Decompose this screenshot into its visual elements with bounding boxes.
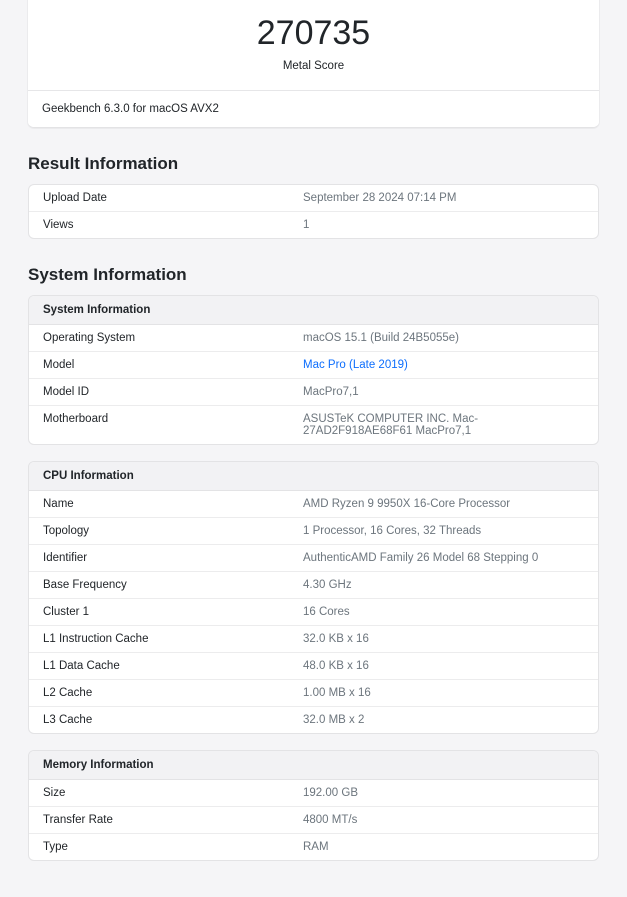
row-value: 4.30 GHz: [303, 579, 352, 592]
row-value: 1 Processor, 16 Cores, 32 Threads: [303, 525, 482, 538]
row-value: [289, 352, 598, 379]
row-key: L1 Instruction Cache: [43, 633, 149, 646]
panel-header: System Information: [29, 296, 598, 325]
row-key: Transfer Rate: [43, 814, 113, 827]
table-row: [29, 834, 598, 861]
row-key: Views: [43, 219, 74, 232]
row-value: 1.00 MB x 16: [303, 687, 371, 700]
row-key: Operating System: [43, 332, 136, 345]
info-table: [29, 325, 598, 444]
model-link[interactable]: Mac Pro (Late 2019): [303, 359, 408, 372]
row-key: Size: [43, 787, 66, 800]
table-row: [29, 707, 598, 734]
system-information-panels: [0, 295, 627, 861]
row-value: RAM: [303, 841, 329, 854]
table-row: [29, 491, 598, 518]
table-row: [29, 212, 598, 239]
row-key: L2 Cache: [43, 687, 93, 700]
panel-header: CPU Information: [29, 462, 598, 491]
table-row: [29, 599, 598, 626]
table-row: [29, 626, 598, 653]
table-row: [29, 572, 598, 599]
table-row: [29, 807, 598, 834]
row-key: Upload Date: [43, 192, 107, 205]
table-row: [29, 325, 598, 352]
row-value: macOS 15.1 (Build 24B5055e): [303, 332, 459, 345]
row-key: Topology: [43, 525, 90, 538]
table-row: [29, 185, 598, 212]
row-key: Base Frequency: [43, 579, 127, 592]
row-value: MacPro7,1: [303, 386, 359, 399]
row-value: 16 Cores: [303, 606, 350, 619]
table-row: [29, 406, 598, 445]
result-information-panel: [28, 184, 599, 239]
info-panel: [28, 295, 599, 445]
row-key: Identifier: [43, 552, 88, 565]
table-row: [29, 653, 598, 680]
row-key: Name: [43, 498, 74, 511]
score-value: 270735: [256, 14, 371, 52]
table-row: [29, 352, 598, 379]
table-row: [29, 680, 598, 707]
panel-header: Memory Information: [29, 751, 598, 780]
table-row: [29, 379, 598, 406]
info-table: [29, 780, 598, 860]
table-row: [29, 545, 598, 572]
row-key: Motherboard: [43, 413, 109, 426]
row-key: Model: [43, 359, 75, 372]
benchmark-version: Geekbench 6.3.0 for macOS AVX2: [28, 90, 599, 127]
row-value: 1: [303, 219, 310, 232]
table-row: [29, 518, 598, 545]
score-card: [28, 0, 599, 128]
row-key: Cluster 1: [43, 606, 90, 619]
system-information-title: System Information: [28, 265, 187, 285]
row-value: 32.0 KB x 16: [303, 633, 369, 646]
row-value: 192.00 GB: [303, 787, 358, 800]
result-information-table: [29, 185, 598, 238]
row-key: Model ID: [43, 386, 90, 399]
info-panel: [28, 461, 599, 734]
row-value: AMD Ryzen 9 9950X 16-Core Processor: [303, 498, 511, 511]
result-information-title: Result Information: [28, 154, 179, 174]
row-key: L1 Data Cache: [43, 660, 120, 673]
row-key: Type: [43, 841, 68, 854]
score-label: Metal Score: [282, 60, 345, 73]
row-value: 32.0 MB x 2: [303, 714, 365, 727]
score-summary: [28, 0, 599, 90]
row-key: L3 Cache: [43, 714, 93, 727]
table-row: [29, 780, 598, 807]
row-value: 48.0 KB x 16: [303, 660, 369, 673]
row-value: ASUSTeK COMPUTER INC. Mac-27AD2F918AE68F61 MacPro7,1: [303, 413, 479, 438]
row-value: AuthenticAMD Family 26 Model 68 Stepping 0: [303, 552, 539, 565]
info-panel: [28, 750, 599, 861]
row-value: 4800 MT/s: [303, 814, 358, 827]
row-value: September 28 2024 07:14 PM: [303, 192, 457, 205]
info-table: [29, 491, 598, 733]
